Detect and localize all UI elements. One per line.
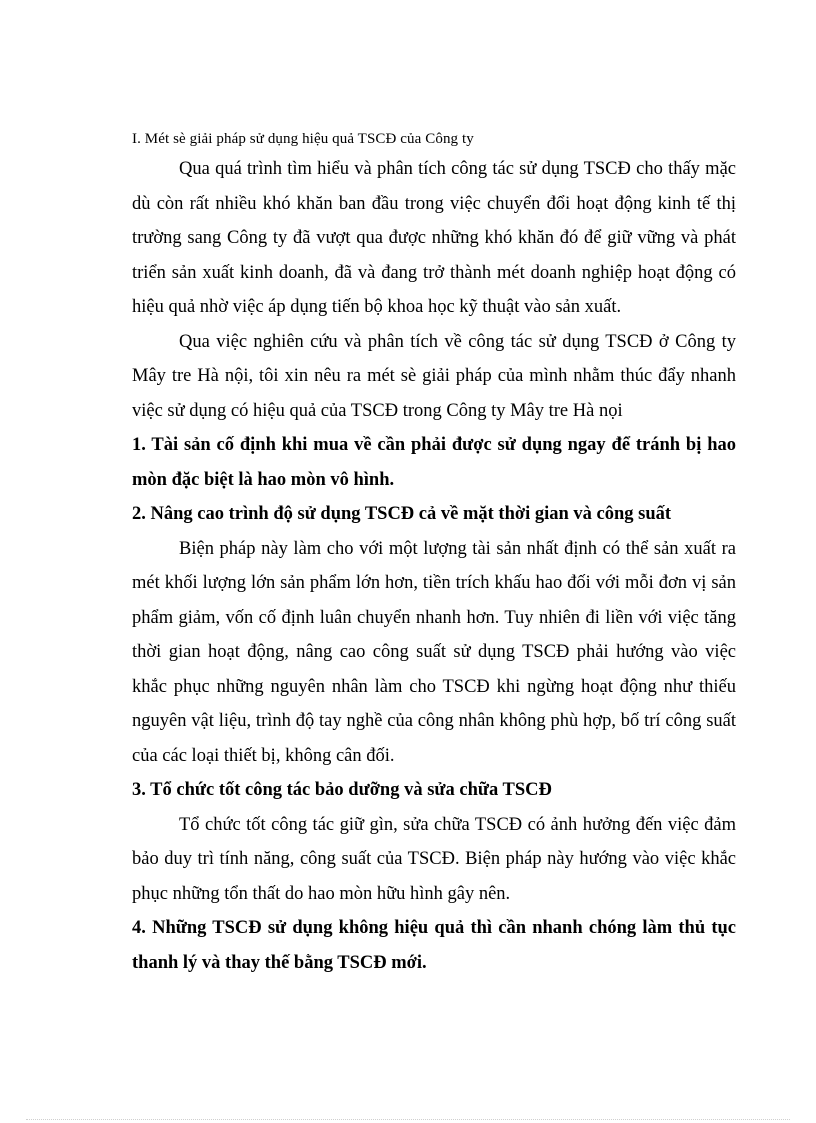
paragraph-solution-2: Biện pháp này làm cho với một lượng tài sản nhất định có thể sản xuất ra mét khối lượng lớn sản phẩm lớn hơn, tiền trích khấu hao đối với mỗi đơn vị sản phẩm giảm, vốn cố định luân chuyển nhanh hơn. Tuy nhiên đi liền với việc tăng thời gian hoạt động, nâng cao công suất sử dụng TSCĐ phải hướng vào việc khắc phục những nguyên nhân làm cho TSCĐ khi ngừng hoạt động như thiếu nguyên vật liệu, trình độ tay nghề của công nhân không phù hợp, bố trí công suất của các loại thiết bị, không cân đối. [132,538,736,766]
paragraph-intro: Qua quá trình tìm hiểu và phân tích công tác sử dụng TSCĐ cho thấy mặc dù còn rất nhiều khó khăn ban đầu trong việc chuyển đổi hoạt động kinh tế thị trường sang Công ty đã vượt qua được những khó khăn đó để giữ vững và phát triển sản xuất kinh doanh, đã và đang trở thành mét doanh nghiệp hoạt động có hiệu quả nhờ việc áp dụng tiến bộ khoa học kỹ thuật vào sản xuất. [132,159,736,317]
section-heading: I. Mét sè giải pháp sử dụng hiệu quả TSCĐ của Công ty [132,131,474,147]
paragraph-solution-3: Tổ chức tốt công tác giữ gìn, sửa chữa TSCĐ có ảnh hưởng đến việc đảm bảo duy trì tính năng, công suất của TSCĐ. Biện pháp này hướng vào việc khắc phục những tổn thất do hao mòn hữu hình gây nên. [132,814,736,904]
solution-item-4: 4. Những TSCĐ sử dụng không hiệu quả thì cần nhanh chóng làm thủ tục thanh lý và thay thế bằng TSCĐ mới. [132,918,736,973]
document-body [132,128,736,980]
solution-item-3: 3. Tổ chức tốt công tác bảo dưỡng và sửa chữa TSCĐ [132,780,552,800]
paragraph-proposal: Qua việc nghiên cứu và phân tích về công tác sử dụng TSCĐ ở Công ty Mây tre Hà nội, tôi xin nêu ra mét sè giải pháp của mình nhằm thúc đẩy nhanh việc sử dụng có hiệu quả của TSCĐ trong Công ty Mây tre Hà nọi [132,331,736,421]
solution-item-2: 2. Nâng cao trình độ sử dụng TSCĐ cả về mặt thời gian và công suất [132,504,672,524]
footer-divider [26,1119,790,1120]
solution-item-1: 1. Tài sản cố định khi mua về cần phải được sử dụng ngay để tránh bị hao mòn đặc biệt là hao mòn vô hình. [132,435,736,490]
